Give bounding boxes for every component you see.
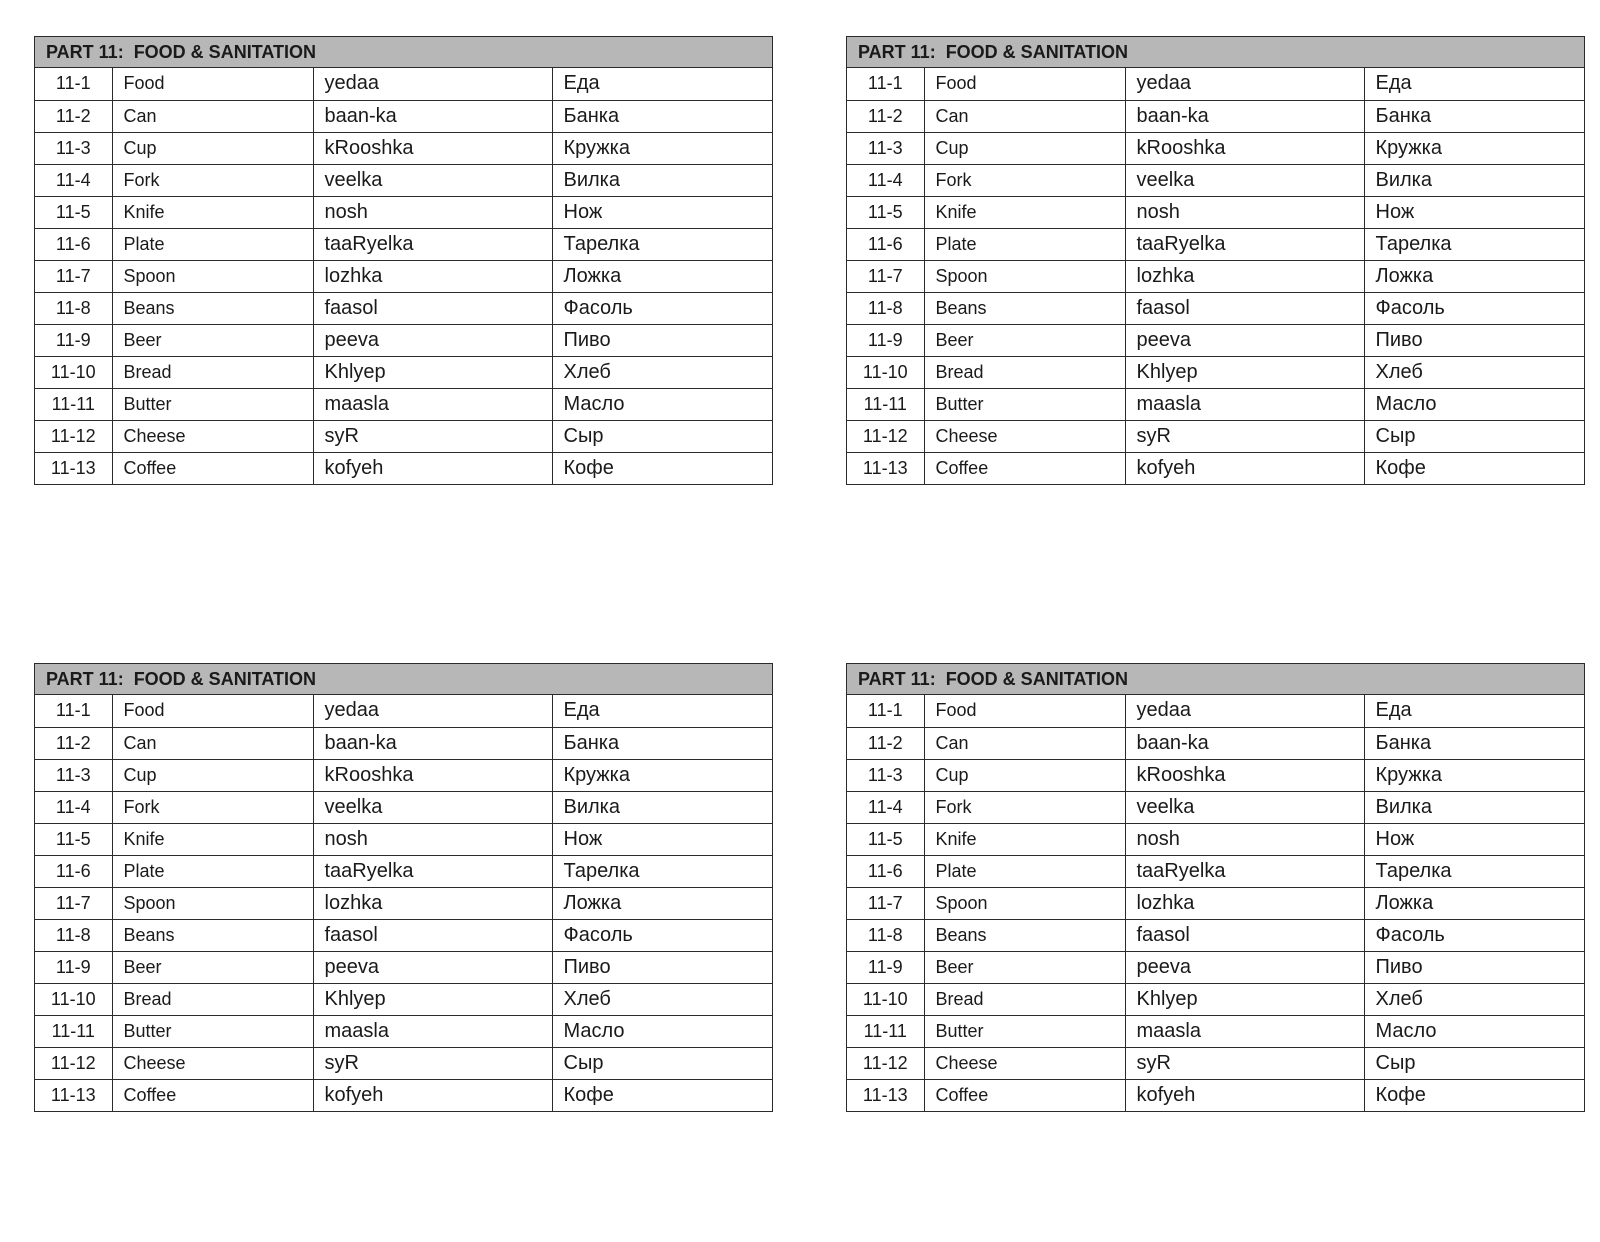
russian-word: Кофе <box>563 456 614 479</box>
russian-word: Вилка <box>1364 164 1584 196</box>
russian-word: Тарелка <box>1364 855 1584 887</box>
table-row <box>847 823 1584 855</box>
transliteration: nosh <box>313 823 552 855</box>
entry-number: 11-4 <box>847 164 924 196</box>
vocab-table <box>847 695 1584 1111</box>
russian-word: Хлеб <box>552 983 772 1015</box>
russian-word: Еда <box>552 68 772 100</box>
transliteration: syR <box>313 420 552 452</box>
transliteration: taaRyelka <box>1125 228 1364 260</box>
russian-word: Масло <box>1364 1015 1584 1047</box>
entry-number: 11-6 <box>847 855 924 887</box>
entry-number: 11-10 <box>847 983 924 1015</box>
russian-word: Ложка <box>552 260 772 292</box>
transliteration: lozhka <box>313 260 552 292</box>
russian-word: Нож <box>552 823 772 855</box>
transliteration: lozhka <box>1125 887 1364 919</box>
transliteration: peeva <box>1125 324 1364 356</box>
english-word: Butter <box>112 1015 313 1047</box>
table-row <box>847 951 1584 983</box>
table-row <box>35 260 772 292</box>
transliteration: maasla <box>313 388 552 420</box>
english-word: Plate <box>112 228 313 260</box>
table-row <box>35 887 772 919</box>
english-word: Food <box>924 68 1125 100</box>
transliteration: taaRyelka <box>1125 855 1364 887</box>
russian-word: Сыр <box>1364 420 1584 452</box>
russian-word: Хлеб <box>1364 356 1584 388</box>
english-word: Plate <box>924 855 1125 887</box>
russian-word: Нож <box>1364 823 1584 855</box>
entry-number: 11-7 <box>35 887 112 919</box>
entry-number: 11-10 <box>35 983 112 1015</box>
transliteration: baan-ka <box>313 100 552 132</box>
russian-word: Ложка <box>1364 260 1584 292</box>
transliteration: maasla <box>1125 1015 1364 1047</box>
english-word: Cheese <box>112 1047 313 1079</box>
table-row <box>847 1079 1584 1111</box>
entry-number: 11-12 <box>35 1047 112 1079</box>
russian-word: Масло <box>552 1015 772 1047</box>
entry-number: 11-1 <box>35 68 112 100</box>
card-title: PART 11: FOOD & SANITATION <box>847 37 1584 68</box>
transliteration: faasol <box>1125 919 1364 951</box>
table-row <box>35 68 772 100</box>
entry-number: 11-1 <box>847 68 924 100</box>
transliteration: kofyeh <box>313 452 552 484</box>
table-row <box>847 228 1584 260</box>
english-word: Knife <box>924 196 1125 228</box>
entry-number: 11-5 <box>847 823 924 855</box>
russian-word: Фасоль <box>552 919 772 951</box>
entry-number: 11-4 <box>35 791 112 823</box>
transliteration: kofyeh <box>1125 1079 1364 1111</box>
russian-word: Банка <box>1364 100 1584 132</box>
table-row <box>35 388 772 420</box>
table-row <box>847 324 1584 356</box>
english-word: Food <box>112 695 313 727</box>
russian-word: Ложка <box>1364 887 1584 919</box>
english-word: Fork <box>924 791 1125 823</box>
entry-number: 11-1 <box>847 695 924 727</box>
russian-word: Пиво <box>1364 951 1584 983</box>
table-row <box>35 983 772 1015</box>
russian-word: Хлеб <box>1364 983 1584 1015</box>
entry-number: 11-3 <box>35 759 112 791</box>
russian-word: Масло <box>552 388 772 420</box>
table-row <box>35 324 772 356</box>
transliteration: kofyeh <box>313 1079 552 1111</box>
english-word: Bread <box>924 356 1125 388</box>
english-word: Spoon <box>924 887 1125 919</box>
table-row <box>35 695 772 727</box>
russian-word: Хлеб <box>552 356 772 388</box>
russian-word: Сыр <box>552 1047 772 1079</box>
english-word: Cup <box>924 132 1125 164</box>
table-row <box>847 759 1584 791</box>
russian-word: Вилка <box>552 164 772 196</box>
table-row <box>847 196 1584 228</box>
transliteration: faasol <box>313 919 552 951</box>
entry-number: 11-12 <box>847 420 924 452</box>
russian-word: Сыр <box>552 420 772 452</box>
english-word: Knife <box>112 196 313 228</box>
transliteration: baan-ka <box>1125 100 1364 132</box>
transliteration: Khlyep <box>313 983 552 1015</box>
transliteration: kRooshka <box>1125 132 1364 164</box>
transliteration: lozhka <box>313 887 552 919</box>
russian-word: Тарелка <box>552 228 772 260</box>
english-word: Food <box>924 695 1125 727</box>
transliteration: baan-ka <box>1125 727 1364 759</box>
english-word: Beer <box>924 951 1125 983</box>
table-row <box>35 196 772 228</box>
table-row <box>35 855 772 887</box>
entry-number: 11-5 <box>847 196 924 228</box>
table-row <box>847 887 1584 919</box>
english-word: Cup <box>112 759 313 791</box>
transliteration: veelka <box>1125 791 1364 823</box>
english-word: Coffee <box>924 452 1125 484</box>
transliteration: taaRyelka <box>313 855 552 887</box>
transliteration: Khlyep <box>1125 983 1364 1015</box>
english-word: Beer <box>112 951 313 983</box>
russian-word: Кружка <box>1364 132 1584 164</box>
table-row <box>35 356 772 388</box>
russian-word: Кофе <box>1375 1083 1426 1106</box>
entry-number: 11-4 <box>35 164 112 196</box>
table-row <box>847 100 1584 132</box>
table-row <box>35 759 772 791</box>
transliteration: peeva <box>313 324 552 356</box>
english-word: Food <box>112 68 313 100</box>
english-word: Beer <box>112 324 313 356</box>
english-word: Spoon <box>112 260 313 292</box>
entry-number: 11-13 <box>35 1079 112 1111</box>
english-word: Bread <box>112 983 313 1015</box>
entry-number: 11-3 <box>847 132 924 164</box>
entry-number: 11-9 <box>35 324 112 356</box>
table-row <box>35 228 772 260</box>
table-row <box>35 292 772 324</box>
english-word: Beer <box>924 324 1125 356</box>
table-row <box>35 951 772 983</box>
table-row <box>35 823 772 855</box>
entry-number: 11-6 <box>847 228 924 260</box>
english-word: Knife <box>112 823 313 855</box>
russian-word: Нож <box>552 196 772 228</box>
card-title: PART 11: FOOD & SANITATION <box>35 37 772 68</box>
russian-word: Фасоль <box>1364 919 1584 951</box>
english-word: Butter <box>112 388 313 420</box>
table-row <box>847 260 1584 292</box>
english-word: Spoon <box>112 887 313 919</box>
russian-word: Банка <box>552 100 772 132</box>
entry-number: 11-11 <box>35 1015 112 1047</box>
entry-number: 11-11 <box>847 1015 924 1047</box>
table-row <box>35 727 772 759</box>
entry-number: 11-1 <box>35 695 112 727</box>
russian-word: Кружка <box>552 132 772 164</box>
table-row <box>35 420 772 452</box>
transliteration: yedaa <box>313 68 552 100</box>
english-word: Spoon <box>924 260 1125 292</box>
vocab-table <box>847 68 1584 484</box>
entry-number: 11-13 <box>35 452 112 484</box>
entry-number: 11-8 <box>35 919 112 951</box>
entry-number: 11-7 <box>847 260 924 292</box>
russian-word: Сыр <box>1364 1047 1584 1079</box>
russian-word: Тарелка <box>552 855 772 887</box>
entry-number: 11-13 <box>847 452 924 484</box>
transliteration: faasol <box>1125 292 1364 324</box>
card-title: PART 11: FOOD & SANITATION <box>847 664 1584 695</box>
table-row <box>35 1015 772 1047</box>
transliteration: kRooshka <box>313 132 552 164</box>
entry-number: 11-2 <box>847 100 924 132</box>
english-word: Beans <box>112 292 313 324</box>
english-word: Beans <box>924 292 1125 324</box>
entry-number: 11-2 <box>847 727 924 759</box>
entry-number: 11-3 <box>35 132 112 164</box>
english-word: Cheese <box>924 420 1125 452</box>
vocab-card-bottom-right <box>846 663 1585 1112</box>
table-row <box>35 164 772 196</box>
transliteration: syR <box>1125 1047 1364 1079</box>
vocab-card-top-left <box>34 36 773 485</box>
russian-word: Банка <box>552 727 772 759</box>
vocab-card-bottom-left <box>34 663 773 1112</box>
table-row <box>35 1047 772 1079</box>
entry-number: 11-12 <box>35 420 112 452</box>
transliteration: maasla <box>1125 388 1364 420</box>
english-word: Cup <box>924 759 1125 791</box>
table-row <box>847 791 1584 823</box>
russian-word: Еда <box>1364 695 1584 727</box>
entry-number: 11-9 <box>847 324 924 356</box>
transliteration: yedaa <box>1125 68 1364 100</box>
entry-number: 11-6 <box>35 228 112 260</box>
russian-word: Пиво <box>552 324 772 356</box>
russian-word: Масло <box>1364 388 1584 420</box>
english-word: Coffee <box>112 452 313 484</box>
entry-number: 11-10 <box>847 356 924 388</box>
transliteration: maasla <box>313 1015 552 1047</box>
russian-word: Кружка <box>552 759 772 791</box>
english-word: Butter <box>924 388 1125 420</box>
transliteration: nosh <box>1125 823 1364 855</box>
russian-word: Пиво <box>552 951 772 983</box>
card-title: PART 11: FOOD & SANITATION <box>35 664 772 695</box>
russian-word: Еда <box>1364 68 1584 100</box>
table-row <box>35 1079 772 1111</box>
entry-number: 11-3 <box>847 759 924 791</box>
russian-word: Кружка <box>1364 759 1584 791</box>
table-row <box>847 356 1584 388</box>
english-word: Cheese <box>924 1047 1125 1079</box>
russian-word: Пиво <box>1364 324 1584 356</box>
english-word: Plate <box>112 855 313 887</box>
table-row <box>847 420 1584 452</box>
table-row <box>35 452 772 484</box>
entry-number: 11-9 <box>847 951 924 983</box>
table-row <box>847 292 1584 324</box>
english-word: Cup <box>112 132 313 164</box>
english-word: Bread <box>112 356 313 388</box>
english-word: Fork <box>112 164 313 196</box>
russian-word: Ложка <box>552 887 772 919</box>
english-word: Plate <box>924 228 1125 260</box>
english-word: Can <box>112 100 313 132</box>
transliteration: baan-ka <box>313 727 552 759</box>
vocab-card-top-right <box>846 36 1585 485</box>
entry-number: 11-2 <box>35 727 112 759</box>
entry-number: 11-4 <box>847 791 924 823</box>
english-word: Beans <box>924 919 1125 951</box>
entry-number: 11-8 <box>35 292 112 324</box>
entry-number: 11-7 <box>847 887 924 919</box>
transliteration: nosh <box>313 196 552 228</box>
table-row <box>35 919 772 951</box>
transliteration: veelka <box>313 164 552 196</box>
english-word: Can <box>112 727 313 759</box>
russian-word: Кофе <box>1375 456 1426 479</box>
transliteration: peeva <box>313 951 552 983</box>
entry-number: 11-5 <box>35 823 112 855</box>
transliteration: kRooshka <box>1125 759 1364 791</box>
transliteration: veelka <box>1125 164 1364 196</box>
transliteration: nosh <box>1125 196 1364 228</box>
entry-number: 11-9 <box>35 951 112 983</box>
entry-number: 11-8 <box>847 292 924 324</box>
transliteration: veelka <box>313 791 552 823</box>
entry-number: 11-6 <box>35 855 112 887</box>
entry-number: 11-2 <box>35 100 112 132</box>
vocab-table <box>35 695 772 1111</box>
table-row <box>35 132 772 164</box>
russian-word: Фасоль <box>552 292 772 324</box>
table-row <box>847 388 1584 420</box>
english-word: Can <box>924 727 1125 759</box>
english-word: Bread <box>924 983 1125 1015</box>
english-word: Can <box>924 100 1125 132</box>
table-row <box>847 68 1584 100</box>
english-word: Coffee <box>112 1079 313 1111</box>
russian-word: Тарелка <box>1364 228 1584 260</box>
english-word: Cheese <box>112 420 313 452</box>
transliteration: taaRyelka <box>313 228 552 260</box>
transliteration: syR <box>313 1047 552 1079</box>
transliteration: faasol <box>313 292 552 324</box>
entry-number: 11-5 <box>35 196 112 228</box>
entry-number: 11-10 <box>35 356 112 388</box>
russian-word: Фасоль <box>1364 292 1584 324</box>
table-row <box>847 855 1584 887</box>
transliteration: lozhka <box>1125 260 1364 292</box>
transliteration: kRooshka <box>313 759 552 791</box>
table-row <box>847 727 1584 759</box>
english-word: Fork <box>112 791 313 823</box>
transliteration: peeva <box>1125 951 1364 983</box>
table-row <box>847 164 1584 196</box>
entry-number: 11-12 <box>847 1047 924 1079</box>
english-word: Butter <box>924 1015 1125 1047</box>
russian-word: Вилка <box>552 791 772 823</box>
table-row <box>35 100 772 132</box>
english-word: Coffee <box>924 1079 1125 1111</box>
transliteration: syR <box>1125 420 1364 452</box>
transliteration: yedaa <box>1125 695 1364 727</box>
english-word: Fork <box>924 164 1125 196</box>
transliteration: yedaa <box>313 695 552 727</box>
entry-number: 11-11 <box>35 388 112 420</box>
entry-number: 11-11 <box>847 388 924 420</box>
russian-word: Вилка <box>1364 791 1584 823</box>
transliteration: kofyeh <box>1125 452 1364 484</box>
russian-word: Кофе <box>563 1083 614 1106</box>
table-row <box>847 695 1584 727</box>
english-word: Beans <box>112 919 313 951</box>
russian-word: Нож <box>1364 196 1584 228</box>
russian-word: Банка <box>1364 727 1584 759</box>
entry-number: 11-7 <box>35 260 112 292</box>
transliteration: Khlyep <box>1125 356 1364 388</box>
english-word: Knife <box>924 823 1125 855</box>
transliteration: Khlyep <box>313 356 552 388</box>
russian-word: Еда <box>552 695 772 727</box>
table-row <box>847 452 1584 484</box>
table-row <box>847 1047 1584 1079</box>
table-row <box>35 791 772 823</box>
table-row <box>847 1015 1584 1047</box>
vocab-table <box>35 68 772 484</box>
entry-number: 11-8 <box>847 919 924 951</box>
table-row <box>847 919 1584 951</box>
table-row <box>847 132 1584 164</box>
entry-number: 11-13 <box>847 1079 924 1111</box>
table-row <box>847 983 1584 1015</box>
